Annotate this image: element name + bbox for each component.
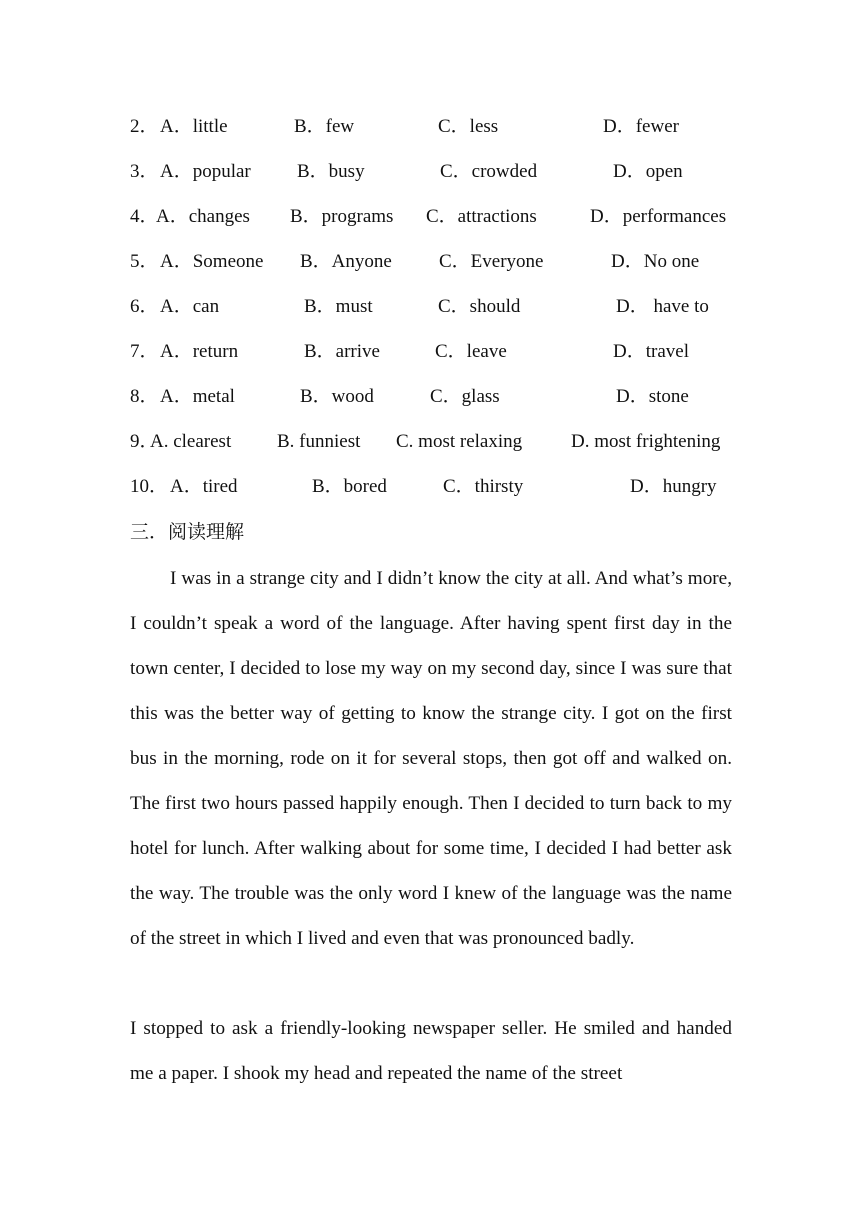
question-number: 9． — [130, 431, 159, 452]
reading-paragraph-2: I stopped to ask a friendly-looking newspaper seller. He smiled and handed me a paper. I shook my head and repeated the name of the street — [130, 1018, 732, 1084]
option-c: C．thirsty — [443, 476, 524, 497]
question-number: 10． — [130, 476, 169, 497]
option-d: D．performances — [590, 206, 727, 227]
option-c: C．leave — [435, 341, 507, 362]
option-c: C．crowded — [440, 161, 538, 182]
option-b: B．arrive — [304, 341, 380, 362]
question-number: 4． — [130, 206, 159, 227]
option-d: D．stone — [616, 386, 689, 407]
option-c: C．glass — [430, 386, 500, 407]
option-b: B．wood — [300, 386, 374, 407]
option-d: D．open — [613, 161, 683, 182]
option-a: A．metal — [160, 386, 235, 407]
option-b: B．bored — [312, 476, 387, 497]
question-number: 2． — [130, 116, 159, 137]
option-b: B．few — [294, 116, 355, 137]
option-c: C．less — [438, 116, 499, 137]
option-a: A．can — [160, 296, 220, 317]
option-c: C．should — [438, 296, 521, 317]
option-a: A．popular — [160, 161, 251, 182]
option-d: D．travel — [613, 341, 689, 362]
option-a: A．tired — [170, 476, 238, 497]
question-number: 3． — [130, 161, 159, 182]
option-c: C. most relaxing — [396, 431, 523, 452]
option-a: A. clearest — [150, 431, 232, 452]
option-d: D． have to — [616, 296, 709, 317]
section-heading: 三．阅读理解 — [130, 521, 245, 543]
question-number: 6． — [130, 296, 159, 317]
reading-paragraph-1: I was in a strange city and I didn’t know the city at all. And what’s more, I couldn’t speak a word of the language. After having spent first day in the town center, I decided to lose my way on my second day, since I was sure that this was the better way of getting to know the strange city. I got on the first bus in the morning, rode on it for several stops, then got off and walked on. The first two hours passed happily enough. Then I decided to turn back to my hotel for lunch. After walking about for some time, I decided I had better ask the way. The trouble was the only word I knew of the language was the name of the street in which I lived and even that was pronounced badly. — [130, 568, 732, 949]
option-a: A．little — [160, 116, 228, 137]
option-a: A．Someone — [160, 251, 264, 272]
question-number: 7． — [130, 341, 159, 362]
option-d: D．No one — [611, 251, 700, 272]
option-d: D．hungry — [630, 476, 717, 497]
option-d: D. most frightening — [571, 431, 721, 452]
option-b: B. funniest — [277, 431, 361, 452]
option-a: A．return — [160, 341, 239, 362]
question-number: 5． — [130, 251, 159, 272]
option-b: B．programs — [290, 206, 394, 227]
question-number: 8． — [130, 386, 159, 407]
option-b: B．must — [304, 296, 373, 317]
option-d: D．fewer — [603, 116, 679, 137]
option-b: B．Anyone — [300, 251, 392, 272]
option-c: C．Everyone — [439, 251, 544, 272]
option-c: C．attractions — [426, 206, 537, 227]
option-a: A．changes — [156, 206, 250, 227]
option-b: B．busy — [297, 161, 365, 182]
